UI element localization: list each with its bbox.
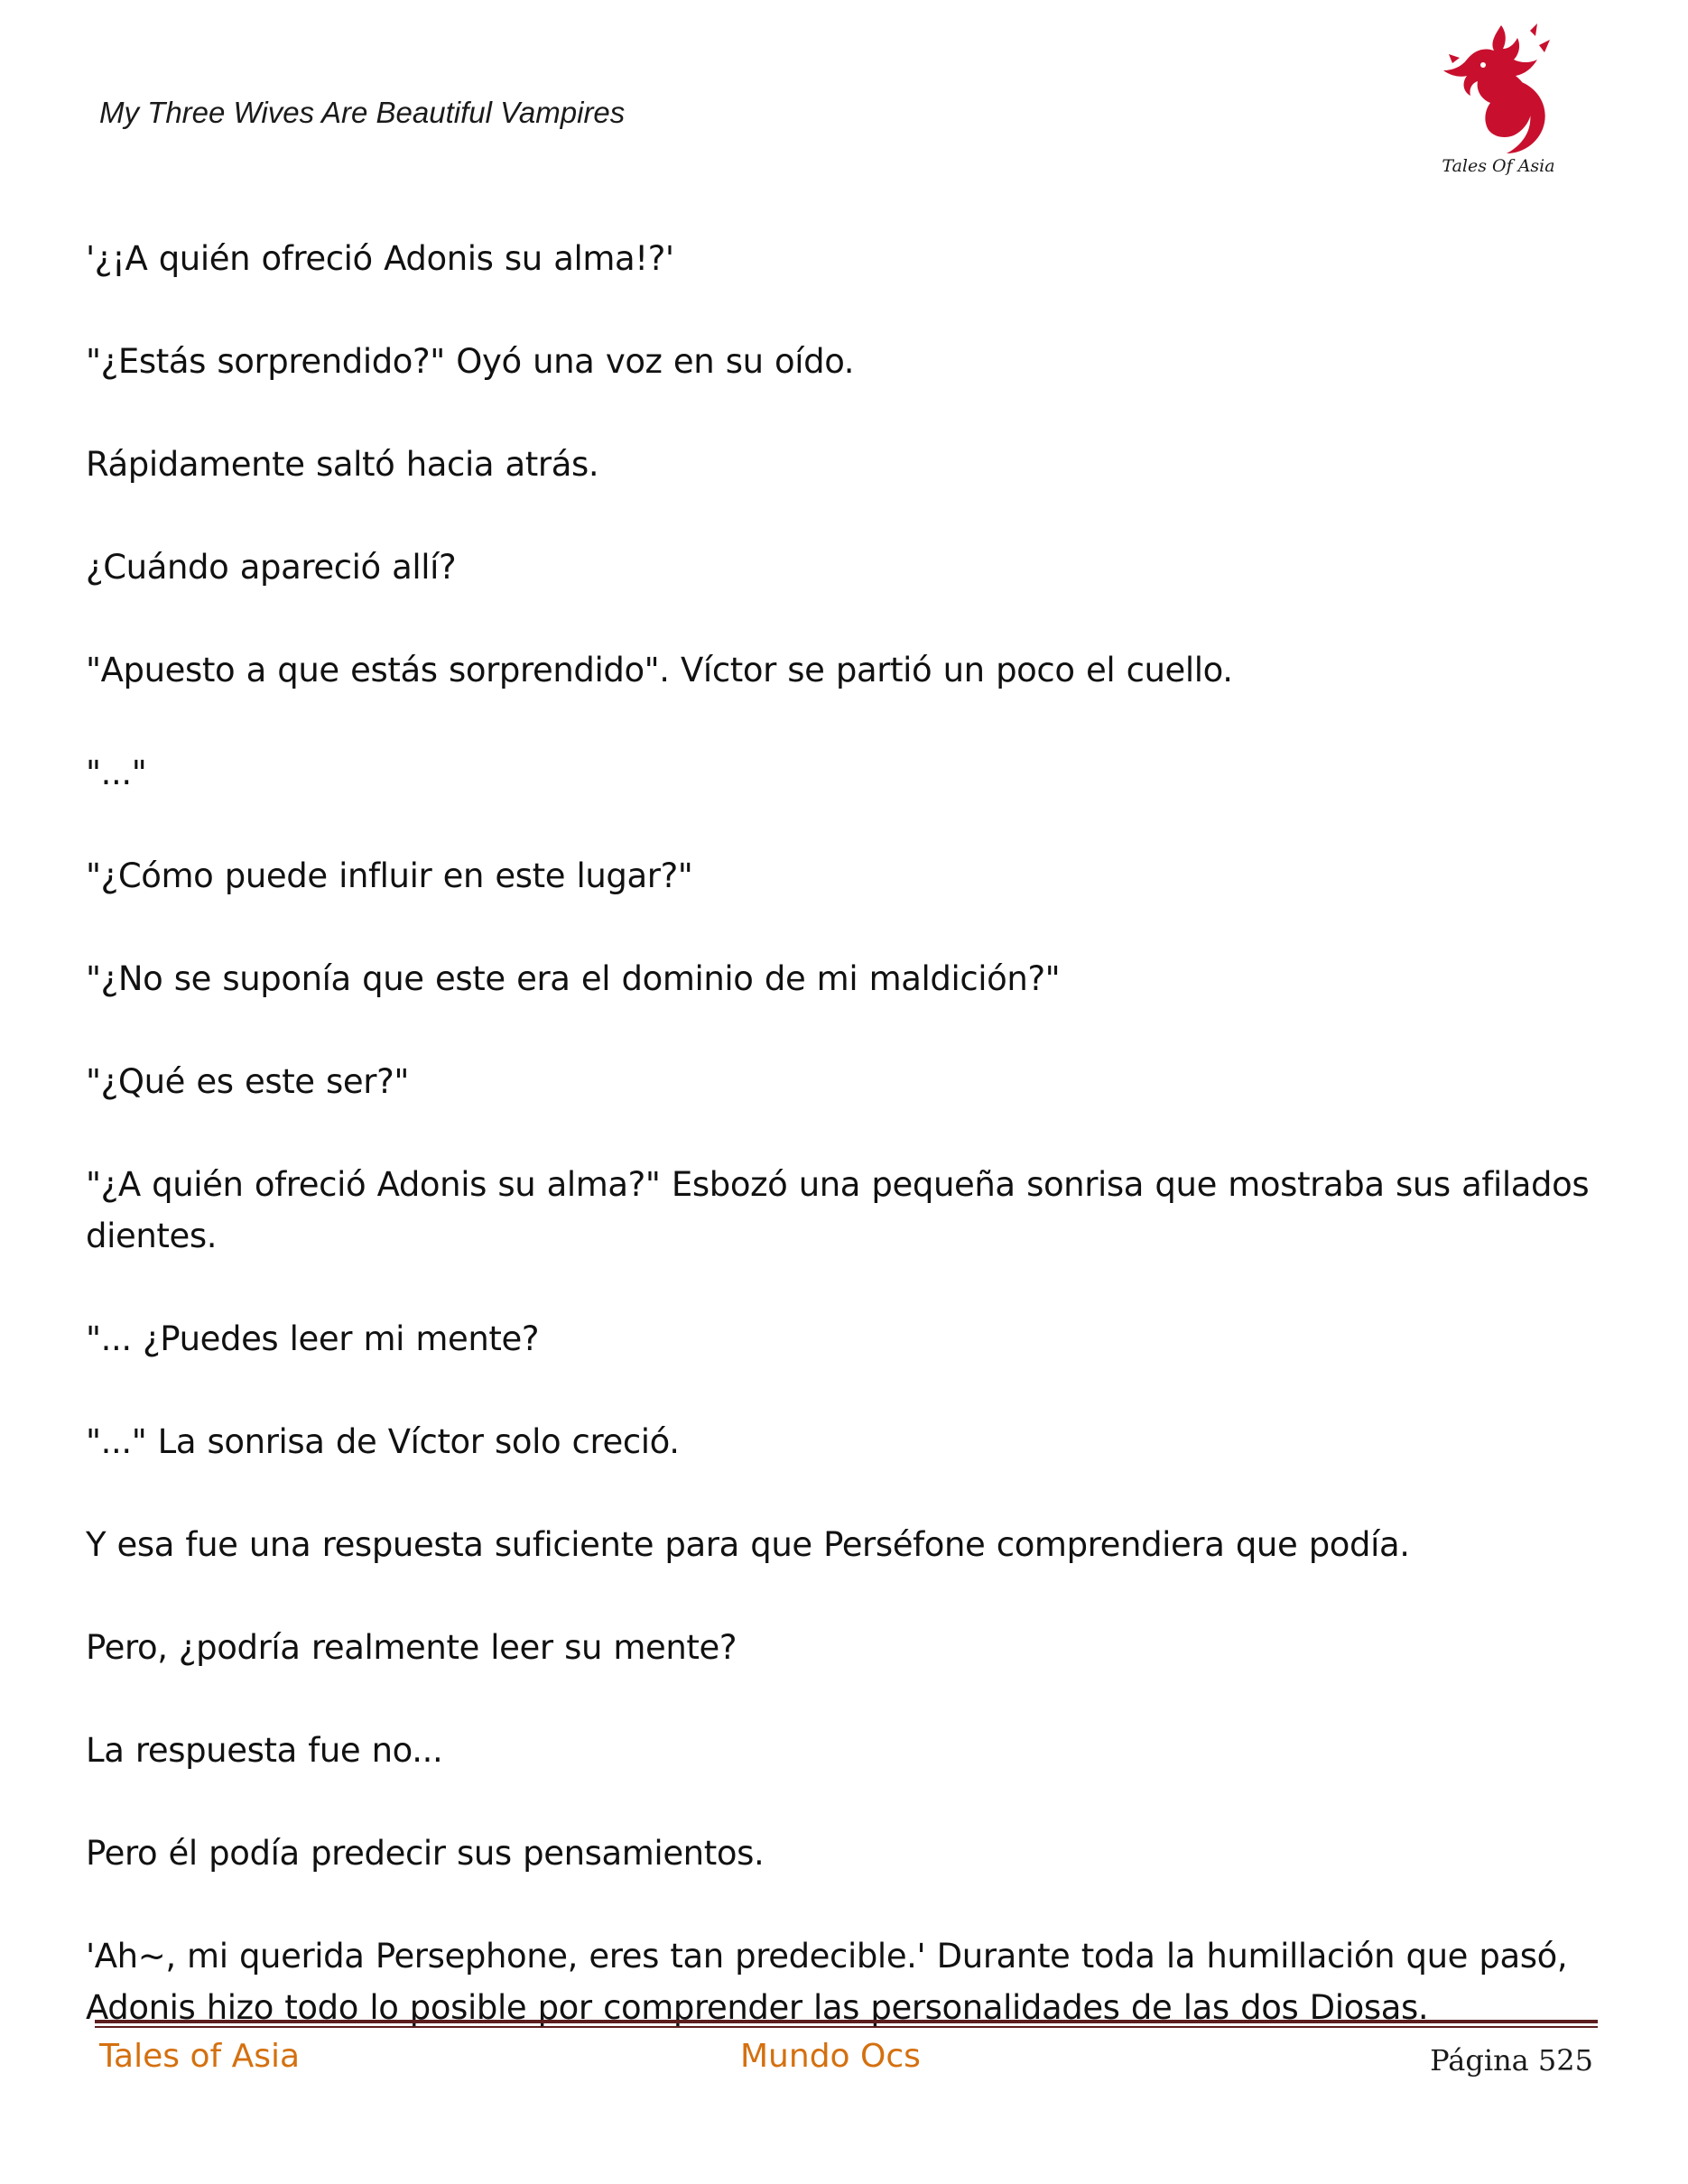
paragraph: '¿¡A quién ofreció Adonis su alma!?' [86,239,674,278]
paragraph: 'Ah~, mi querida Persephone, eres tan predecible.' Durante toda la humillación que pasó, Adonis hizo todo lo posible por comprender las personalidades de las dos Diosas. [86,1937,1568,2027]
chapter-text [86,233,1620,2033]
paragraph: "¿Qué es este ser?" [86,1062,409,1101]
paragraph: ¿Cuándo apareció allí? [86,548,457,587]
paragraph: "¿A quién ofreció Adonis su alma?" Esbozó una pequeña sonrisa que mostraba sus afilados dientes. [86,1165,1590,1255]
logo-text: Tales Of Asia [1442,156,1555,176]
page-number: Página 525 [1430,2043,1593,2078]
paragraph: "..." [86,754,147,792]
paragraph: "Apuesto a que estás sorprendido". Víctor se partió un poco el cuello. [86,651,1233,689]
paragraph: "¿Cómo puede influir en este lugar?" [86,856,693,895]
paragraph: Y esa fue una respuesta suficiente para que Perséfone comprendiera que podía. [86,1525,1410,1564]
tales-of-asia-logo [1431,18,1566,180]
paragraph: Pero él podía predecir sus pensamientos. [86,1834,765,1873]
dragon-icon [1431,18,1566,180]
paragraph: Pero, ¿podría realmente leer su mente? [86,1628,737,1667]
paragraph: "... ¿Puedes leer mi mente? [86,1319,540,1358]
footer-publisher: Tales of Asia [99,2038,301,2075]
footer-section: Mundo Ocs [740,2038,921,2075]
paragraph: "¿No se suponía que este era el dominio de mi maldición?" [86,959,1061,998]
book-title: My Three Wives Are Beautiful Vampires [99,96,626,129]
paragraph: La respuesta fue no... [86,1731,443,1770]
paragraph: Rápidamente saltó hacia atrás. [86,445,599,484]
paragraph: "..." La sonrisa de Víctor solo creció. [86,1422,680,1461]
paragraph: "¿Estás sorprendido?" Oyó una voz en su oído. [86,342,855,381]
footer-divider [95,2020,1598,2028]
